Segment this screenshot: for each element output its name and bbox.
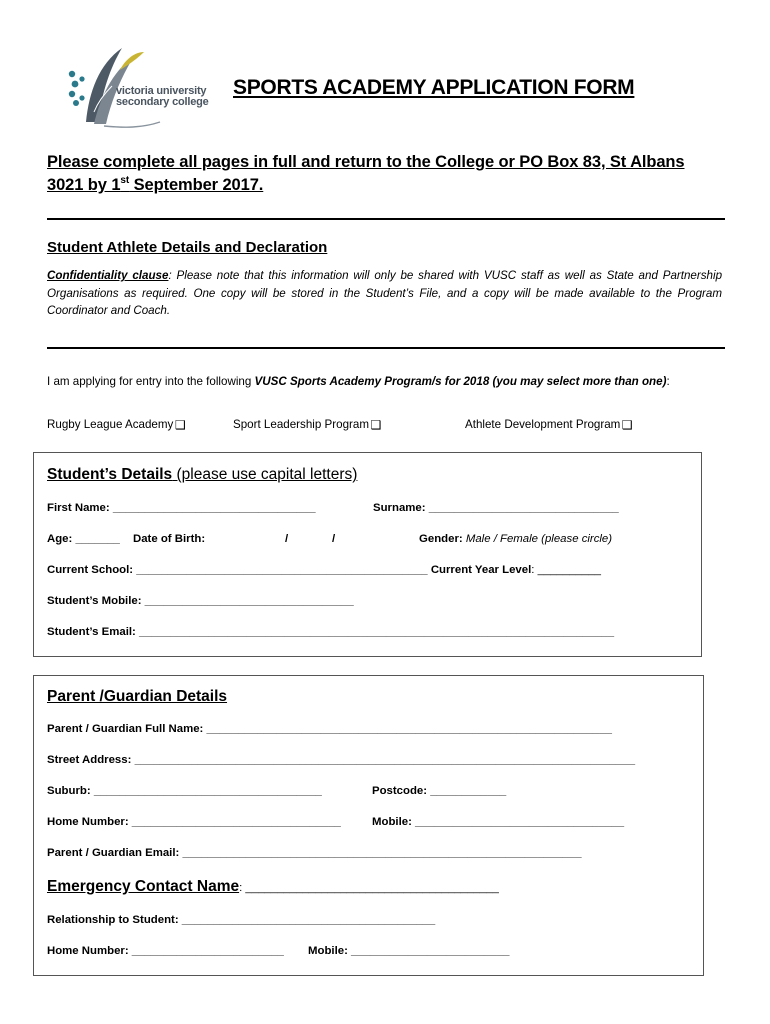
student-details-heading — [47, 466, 357, 484]
dob-slash-1: / — [285, 533, 289, 545]
surname-field[interactable]: Surname: ______________________________ — [373, 502, 619, 514]
student-heading-text: Student’s Details — [47, 466, 173, 483]
parent-guardian-heading: Parent /Guardian Details — [47, 688, 228, 705]
gender-label: Gender: — [419, 533, 463, 545]
apply-lead-bold: VUSC Sports Academy Program/s for 2018 (you may select more than one) — [254, 375, 667, 388]
age-field[interactable]: Age: _______ — [47, 533, 120, 545]
emergency-home-number-field[interactable]: Home Number: ________________________ — [47, 945, 284, 957]
checkbox-leadership[interactable]: ❑ — [370, 418, 382, 432]
clause-label: Confidentiality clause — [47, 269, 169, 282]
logo-text-line1: victoria university — [116, 85, 207, 97]
parent-full-name-field[interactable]: Parent / Guardian Full Name: ________________________________________________________________ — [47, 723, 612, 735]
divider-2 — [47, 347, 725, 349]
program-label-rugby: Rugby League Academy — [47, 418, 174, 431]
logo-text-line2: secondary college — [116, 96, 209, 108]
intro-text-a: Please complete all pages in full and return to the College or PO Box 83, St Albans 3021 by 1 — [47, 153, 685, 194]
intro-text-b: September 2017. — [129, 176, 264, 194]
intro-superscript: st — [120, 175, 130, 186]
emergency-heading-line: : ________________________________________ — [239, 882, 499, 894]
student-heading-note: (please use capital letters) — [172, 466, 358, 483]
postcode-field[interactable]: Postcode: ____________ — [372, 785, 507, 797]
dob-label[interactable]: Date of Birth: — [133, 533, 206, 545]
street-address-field[interactable]: Street Address: _______________________________________________________________________________ — [47, 754, 636, 766]
gender-options: Male / Female (please circle) — [462, 533, 613, 545]
divider-1 — [47, 218, 725, 220]
parent-guardian-panel — [33, 675, 704, 976]
home-number-field[interactable]: Home Number: _________________________________ — [47, 816, 341, 828]
student-details-panel — [33, 452, 702, 657]
year-level-label: Current Year Level — [430, 564, 532, 576]
first-name-field[interactable]: First Name: ________________________________ — [47, 502, 316, 514]
suburb-field[interactable]: Suburb: ____________________________________ — [47, 785, 322, 797]
declaration-heading: Student Athlete Details and Declaration — [47, 239, 328, 256]
parent-email-field[interactable]: Parent / Guardian Email: _______________________________________________________________ — [47, 847, 582, 859]
intro-instructions — [47, 151, 717, 197]
parent-mobile-field[interactable]: Mobile: _________________________________ — [372, 816, 625, 828]
emergency-mobile-field[interactable]: Mobile: _________________________ — [308, 945, 510, 957]
current-school-field[interactable] — [47, 564, 601, 576]
clause-text: : Please note that this information will only be shared with VUSC staff as well as State and Partnership Organisations as required. One copy will be stored in the Student’s File, and a copy will be made available to the Program Coordinator and Coach. — [47, 269, 723, 317]
emergency-heading: Emergency Contact Name — [47, 878, 240, 895]
apply-lead: I am applying for entry into the following — [47, 375, 255, 388]
confidentiality-clause — [47, 267, 722, 320]
program-label-leadership: Sport Leadership Program — [233, 418, 369, 431]
student-email-field[interactable]: Student’s Email: ___________________________________________________________________________ — [47, 626, 615, 638]
apply-lead-end: : — [666, 375, 670, 388]
college-logo — [64, 42, 214, 132]
year-level-line: : __________ — [531, 564, 601, 576]
program-option-athlete — [465, 418, 633, 432]
program-option-leadership — [233, 418, 382, 432]
checkbox-athlete[interactable]: ❑ — [621, 418, 633, 432]
relationship-field[interactable]: Relationship to Student: ________________________________________ — [47, 914, 436, 926]
program-application-text — [47, 373, 707, 390]
checkbox-rugby[interactable]: ❑ — [174, 418, 186, 432]
program-label-athlete: Athlete Development Program — [465, 418, 621, 431]
program-option-rugby — [47, 418, 186, 432]
gender-field[interactable] — [419, 533, 612, 545]
dob-slash-2: / — [332, 533, 336, 545]
current-school-label: Current School: ______________________________________________ — [47, 564, 428, 576]
emergency-contact-field[interactable] — [47, 878, 499, 896]
form-title: SPORTS ACADEMY APPLICATION FORM — [233, 76, 635, 99]
student-mobile-field[interactable]: Student’s Mobile: _________________________________ — [47, 595, 354, 607]
